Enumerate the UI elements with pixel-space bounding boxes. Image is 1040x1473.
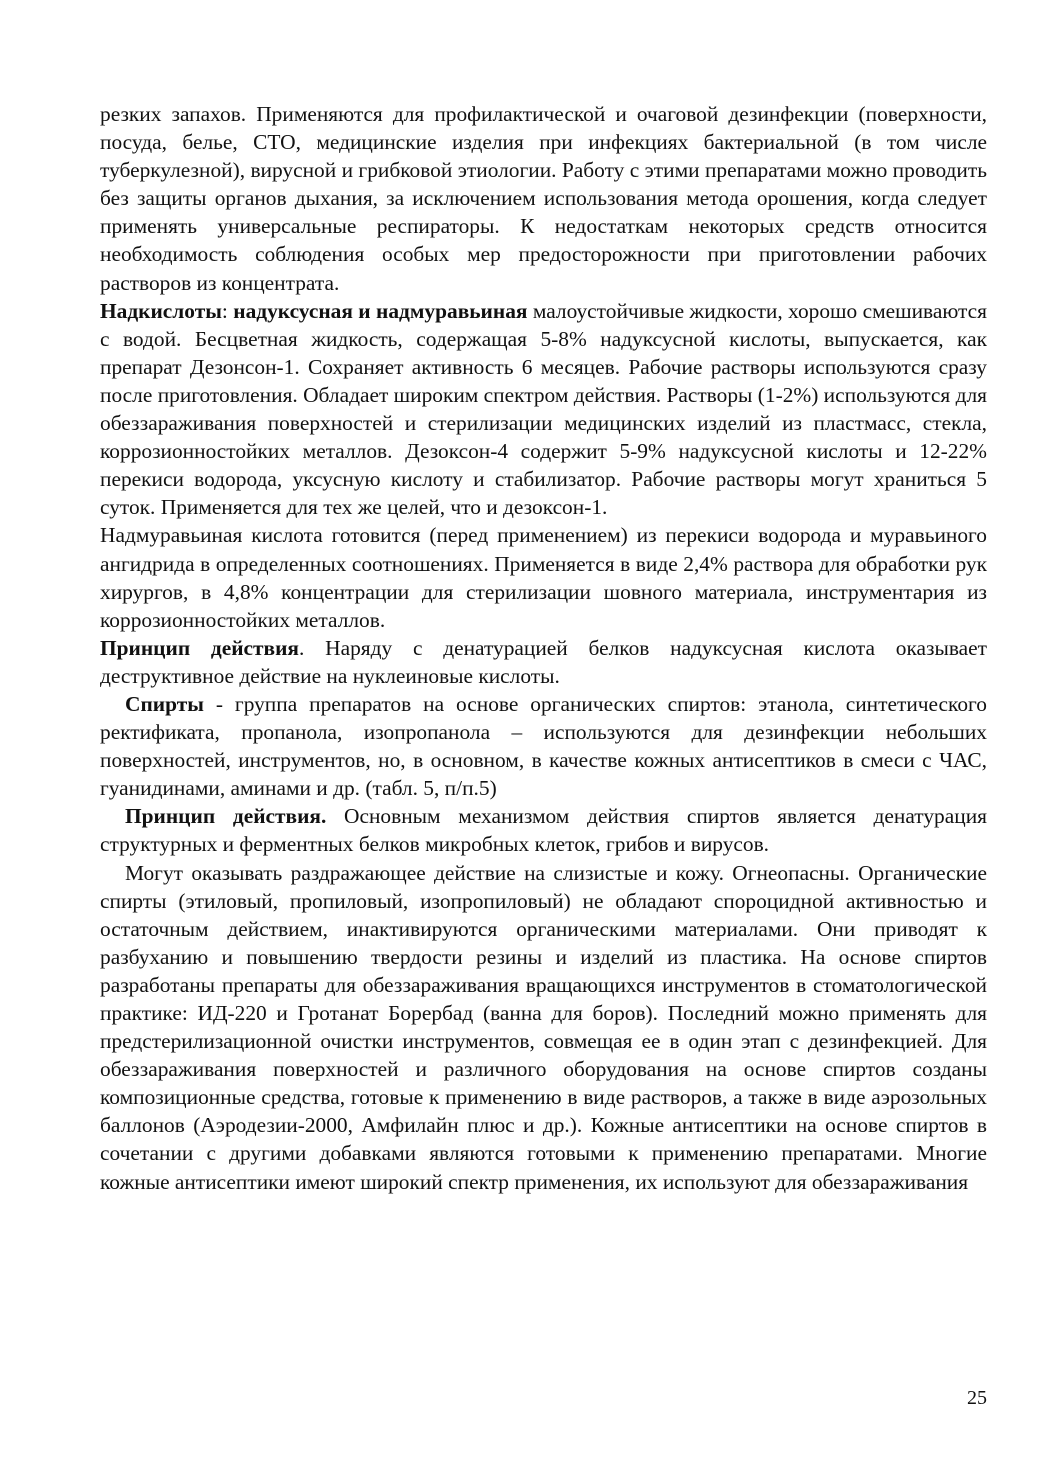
paragraph-text: резких запахов. Применяются для профилактической и очаговой дезинфекции (поверхности, посуда, белье, СТО, медицинские изделия при инфекциях бактериальной (в том числе туберкулезной), вирусной и грибковой этиологии. Работу с этими препаратами можно проводить без защиты органов дыхания, за исключением использования метода орошения, когда следует применять универсальные респираторы. К недостаткам некоторых средств относится необходимость соблюдения особых мер предосторожности при приготовлении рабочих растворов из концентрата. — [100, 102, 987, 295]
paragraph-alcohols — [100, 690, 987, 802]
paragraph-alcohol-properties — [100, 859, 987, 1196]
term-peracetic-performic: надуксусная и надмуравьиная — [233, 298, 528, 323]
paragraph-performic-acid — [100, 521, 987, 633]
paragraph-text: малоустойчивые жидкости, хорошо смешиваются с водой. Бесцветная жидкость, содержащая 5-8% надуксусной кислоты, выпускается, как препарат Дезонсон-1. Сохраняет активность 6 месяцев. Рабочие растворы используются сразу после приготовления. Обладает широким спектром действия. Растворы (1-2%) используются для обеззараживания поверхностей и стерилизации медицинских изделий из пластмасс, стекла, коррозионностойких металлов. Дезоксон-4 содержит 5-9% надуксусной кислоты и 12-22% перекиси водорода, уксусную кислоту и стабилизатор. Рабочие растворы могут храниться 5 суток. Применяется для тех же целей, что и дезоксон-1. — [100, 298, 987, 520]
page-number: 25 — [967, 1387, 987, 1409]
paragraph-principle-peracids — [100, 634, 987, 690]
paragraph-principle-alcohols — [100, 802, 987, 858]
page-body — [100, 100, 987, 1196]
term-principle: Принцип действия — [100, 635, 300, 660]
term-peracids: Надкислоты — [100, 298, 222, 323]
term-principle: Принцип действия. — [125, 804, 327, 829]
paragraph-continuation — [100, 100, 987, 297]
paragraph-peracids — [100, 297, 987, 522]
paragraph-text: Надмуравьиная кислота готовится (перед применением) из перекиси водорода и муравьиного ангидрида в определенных соотношениях. Применяется в виде 2,4% раствора для обработки рук хирургов, в 4,8% концентрации для стерилизации шовного материала, инструментария из коррозионностойких металлов. — [100, 523, 987, 632]
term-separator: : — [221, 298, 234, 323]
paragraph-text: Могут оказывать раздражающее действие на слизистые и кожу. Огнеопасны. Органические спирты (этиловый, пропиловый, изопропиловый) не обладают спороцидной активностью и остаточным действием, инактивируются органическими материалами. Они приводят к разбуханию и повышению твердости резины и изделий из пластика. На основе спиртов разработаны препараты для обеззараживания вращающихся инструментов в стоматологической практике: ИД-220 и Гротанат Борербад (ванна для боров). Последний можно применять для предстерилизационной очистки инструментов, совмещая ее в один этап с дезинфекцией. Для обеззараживания поверхностей и различного оборудования на основе спиртов созданы композиционные средства, готовые к применению в виде растворов, а также в виде аэрозольных баллонов (Аэродезии-2000, Амфилайн плюс и др.). Кожные антисептики на основе спиртов в сочетании с другими добавками являются готовыми к применению препаратами. Многие кожные антисептики имеют широкий спектр применения, их используют для обеззараживания — [100, 860, 987, 1194]
paragraph-text: . Наряду с денатурацией белков надуксусная кислота оказывает деструктивное действие на нуклеиновые кислоты. — [100, 635, 987, 688]
paragraph-text: - группа препаратов на основе органических спиртов: этанола, синтетического ректификата, пропанола, изопропанола – используются для дезинфекции небольших поверхностей, инструментов, но, в основном, в качестве кожных антисептиков в смеси с ЧАС, гуанидинами, аминами и др. (табл. 5, п/п.5) — [100, 691, 987, 801]
term-alcohols: Спирты — [125, 691, 204, 716]
paragraph-text: Основным механизмом действия спиртов является денатурация структурных и ферментных белков микробных клеток, грибов и вирусов. — [100, 804, 987, 857]
